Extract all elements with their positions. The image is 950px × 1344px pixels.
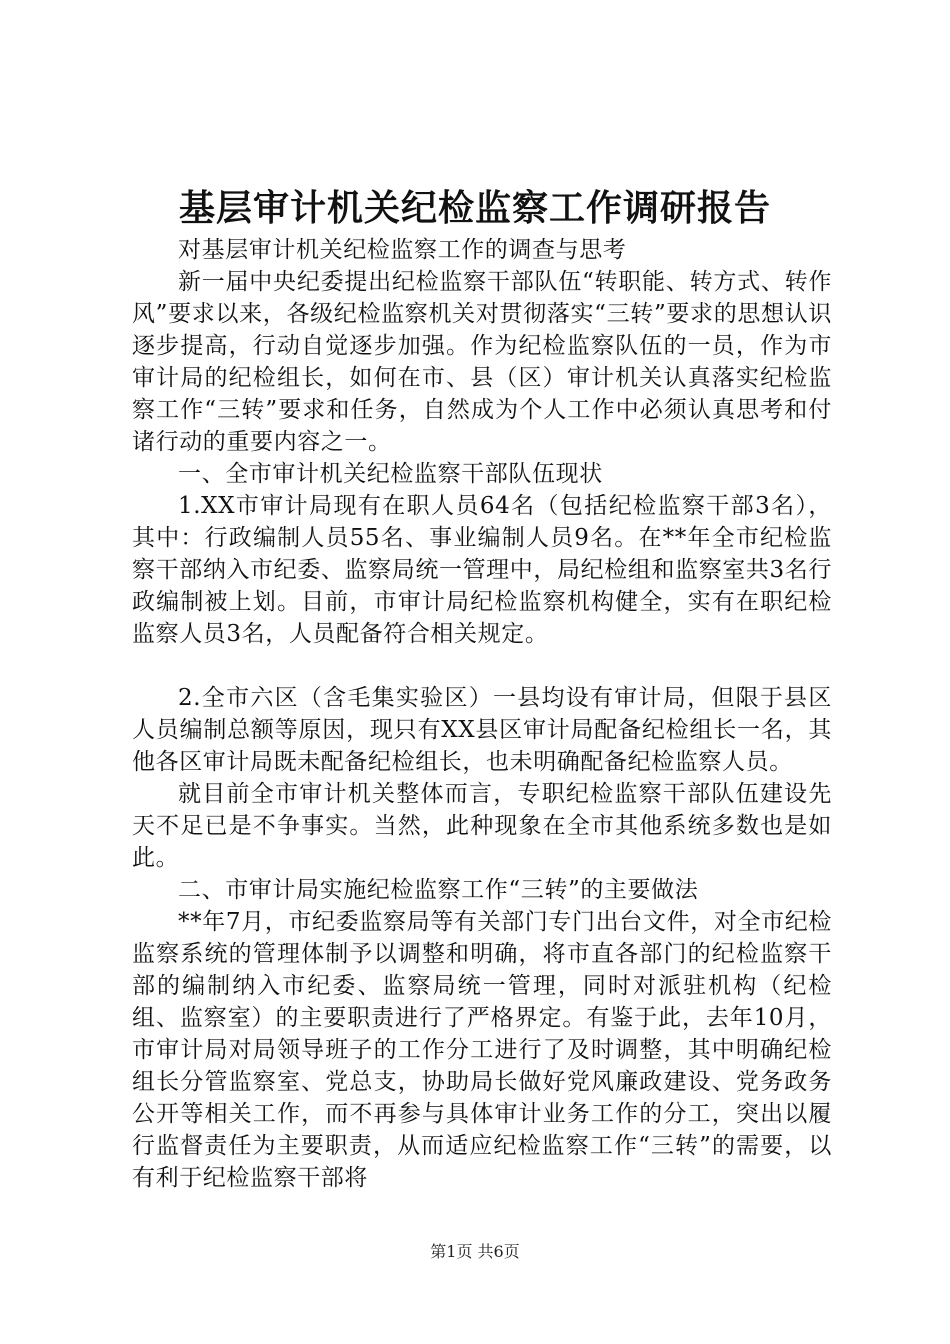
paragraph-spacer [132, 650, 832, 682]
summary-paragraph: 就目前全市审计机关整体而言，专职纪检监察干部队伍建设先天不足已是不争事实。当然，此种现象在全市其他系统多数也是如此。 [132, 781, 832, 871]
section-heading-1: 一、全市审计机关纪检监察干部队伍现状 [178, 461, 603, 487]
document-body [132, 234, 832, 1194]
subtitle-paragraph: 对基层审计机关纪检监察工作的调查与思考 [178, 237, 627, 263]
intro-paragraph: 新一届中央纪委提出纪检监察干部队伍“转职能、转方式、转作风”要求以来，各级纪检监察机关对贯彻落实“三转”要求的思想认识逐步提高，行动自觉逐步加强。作为纪检监察队伍的一员，作为市审计局的纪检组长，如何在市、县（区）审计机关认真落实纪检监察工作“三转”要求和任务，自然成为个人工作中必须认真思考和付诸行动的重要内容之一。 [132, 269, 832, 455]
body-paragraph: **年7月，市纪委监察局等有关部门专门出台文件，对全市纪检监察系统的管理体制予以调整和明确，将市直各部门的纪检监察干部的编制纳入市纪委、监察局统一管理，同时对派驻机构（纪检组、监察室）的主要职责进行了严格界定。有鉴于此，去年10月，市审计局对局领导班子的工作分工进行了及时调整，其中明确纪检组长分管监察室、党总支，协助局长做好党风廉政建设、党务政务公开等相关工作，而不再参与具体审计业务工作的分工，突出以履行监督责任为主要职责，从而适应纪检监察工作“三转”的需要，以有利于纪检监察干部将 [132, 909, 832, 1191]
list-item-1: 1.XX市审计局现有在职人员64名（包括纪检监察干部3名），其中：行政编制人员55名、事业编制人员9名。在**年全市纪检监察干部纳入市纪委、监察局统一管理中，局纪检组和监察室共3名行政编制被上划。目前，市审计局纪检监察机构健全，实有在职纪检监察人员3名，人员配备符合相关规定。 [132, 493, 832, 647]
section-heading-2: 二、市审计局实施纪检监察工作“三转”的主要做法 [178, 877, 699, 903]
document-title: 基层审计机关纪检监察工作调研报告 [178, 187, 771, 229]
page-footer: 第1页 共6页 [430, 1242, 520, 1261]
list-item-2: 2.全市六区（含毛集实验区）一县均设有审计局，但限于县区人员编制总额等原因，现只有XX县区审计局配备纪检组长一名，其他各区审计局既未配备纪检组长，也未明确配备纪检监察人员。 [132, 685, 832, 775]
